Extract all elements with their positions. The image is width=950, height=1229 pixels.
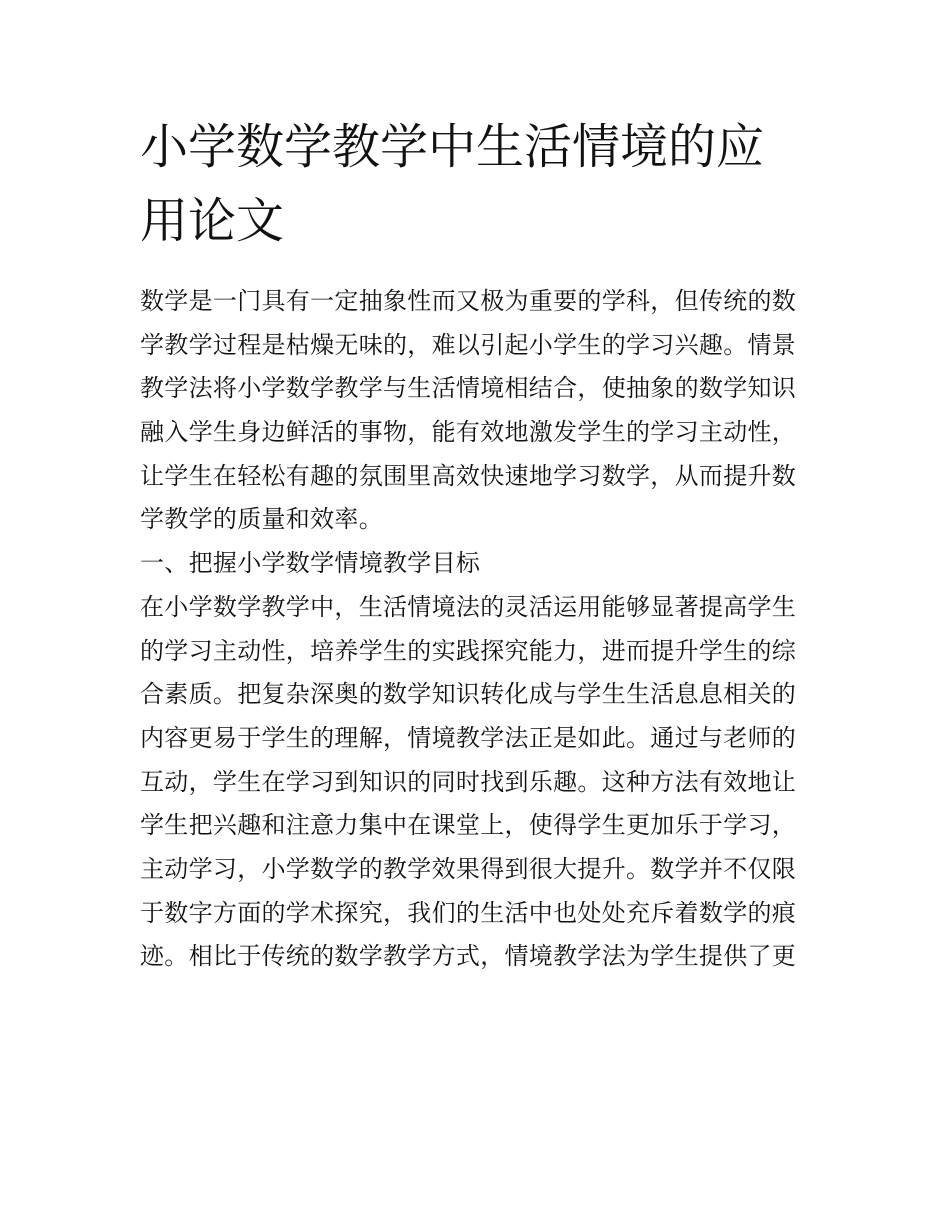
- title-line: 小学数学教学中生活情境的应: [140, 119, 765, 175]
- paragraph-line: 内容更易于学生的理解，情境教学法正是如此。通过与老师的: [140, 723, 797, 752]
- paragraph-line: 数学是一门具有一定抽象性而又极为重要的学科，但传统的数: [140, 287, 797, 315]
- document-body: [140, 280, 812, 979]
- paragraph-line: 在小学数学教学中，生活情境法的灵活运用能够显著提高学生: [140, 592, 797, 621]
- document-page: [140, 110, 812, 979]
- section-heading: 一、把握小学数学情境教学目标: [140, 549, 481, 578]
- paragraph-line: 于数字方面的学术探究，我们的生活中也处处充斥着数学的痕: [140, 898, 797, 927]
- paragraph-line: 主动学习，小学数学的教学效果得到很大提升。数学并不仅限: [140, 854, 797, 883]
- paragraph-line: 让学生在轻松有趣的氛围里高效快速地学习数学，从而提升数: [140, 461, 797, 490]
- paragraph-line: 学教学的质量和效率。: [140, 505, 383, 534]
- title-line: 用论文: [140, 193, 285, 249]
- paragraph-line: 教学法将小学数学教学与生活情境相结合，使抽象的数学知识: [140, 374, 797, 403]
- paragraph-line: 学生把兴趣和注意力集中在课堂上，使得学生更加乐于学习，: [140, 811, 797, 840]
- paragraph-line: 融入学生身边鲜活的事物，能有效地激发学生的学习主动性，: [140, 418, 797, 447]
- paragraph-line: 迹。相比于传统的数学教学方式，情境教学法为学生提供了更: [140, 942, 797, 971]
- paragraph-line: 学教学过程是枯燥无味的，难以引起小学生的学习兴趣。情景: [140, 330, 797, 359]
- document-title: [140, 110, 812, 258]
- paragraph-line: 合素质。把复杂深奥的数学知识转化成与学生生活息息相关的: [140, 680, 797, 709]
- paragraph-line: 互动，学生在学习到知识的同时找到乐趣。这种方法有效地让: [140, 767, 797, 796]
- paragraph-line: 的学习主动性，培养学生的实践探究能力，进而提升学生的综: [140, 636, 797, 665]
